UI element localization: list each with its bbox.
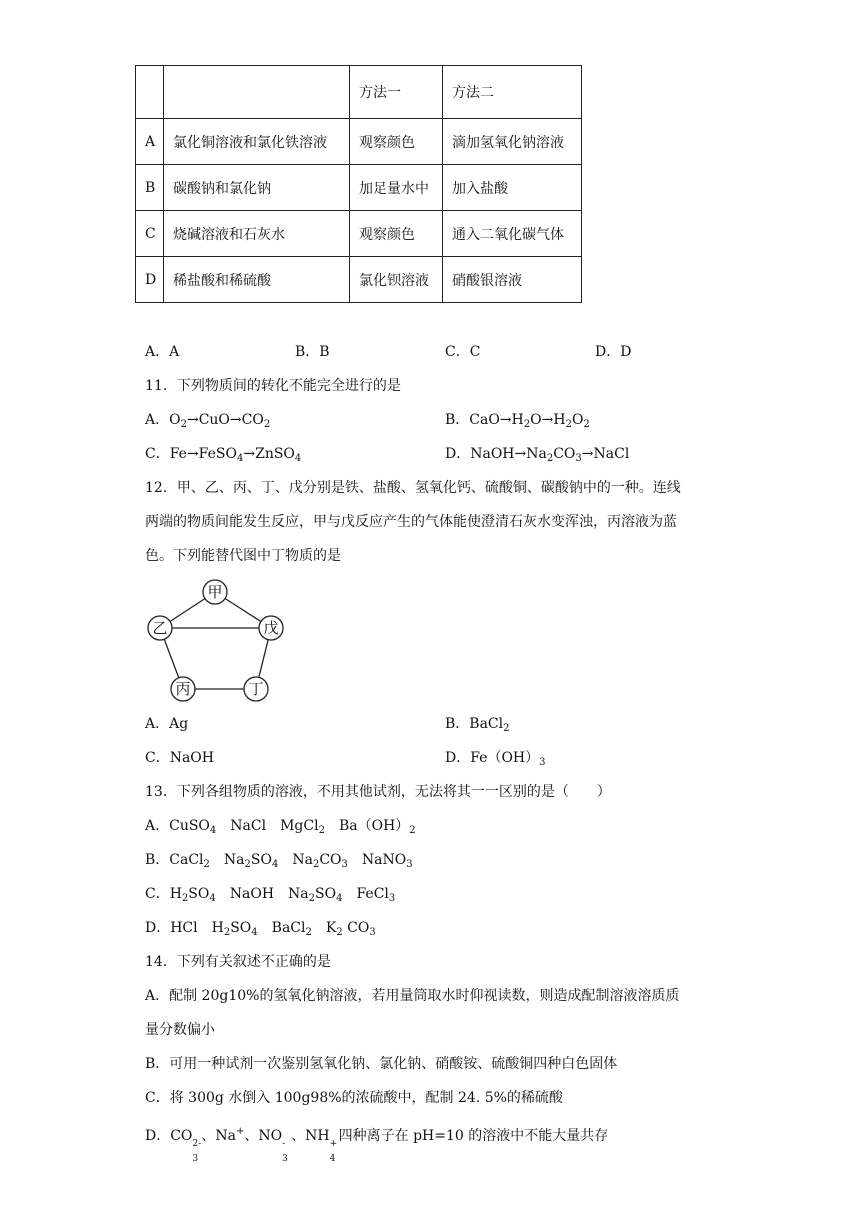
row-method1: 氯化钡溶液 — [350, 257, 443, 303]
q10-table — [135, 65, 582, 303]
q10-option-c: C．C — [445, 344, 481, 360]
q11-stem: 11．下列物质间的转化不能完全进行的是 — [145, 378, 401, 394]
row-method2: 通入二氧化碳气体 — [443, 211, 582, 257]
node-label-jia: 甲 — [207, 583, 223, 601]
q12-option-d: D．$Fe(OH)_3$ — [445, 750, 546, 768]
node-label-ding: 丁 — [248, 680, 264, 698]
q13-option-c: C．$H_2SO_4$ NaOH $Na_2SO_4$ FeCl$_3$ — [145, 886, 396, 904]
row-item: 稀盐酸和稀硫酸 — [164, 257, 350, 303]
q13-stem: 13．下列各组物质的溶液，不用其他试剂，无法将其一一区别的是（ ） — [145, 784, 611, 800]
table-row — [136, 165, 582, 211]
table-row — [136, 257, 582, 303]
q10-option-a: A．A — [145, 344, 180, 360]
q12-option-c: C．NaOH — [145, 750, 214, 766]
row-method1: 加足量水中 — [350, 165, 443, 211]
row-label: B — [136, 165, 164, 211]
table-row — [136, 211, 582, 257]
q13-option-b: B．CaCl$_2$ $Na_2SO_4$ $Na_2CO_3$ NaNO$_3$ — [145, 852, 413, 870]
row-label: C — [136, 211, 164, 257]
q11-option-c: C．Fe→FeSO$_4$→ZnSO$_4$ — [145, 446, 302, 464]
table-header-cell — [136, 66, 164, 119]
row-item: 氯化铜溶液和氯化铁溶液 — [164, 119, 350, 165]
q14-option-c: C．将 300g 水倒入 100g98%的浓硫酸中，配制 24. 5%的稀硫酸 — [145, 1090, 563, 1106]
row-method2: 硝酸银溶液 — [443, 257, 582, 303]
node-label-bing: 丙 — [175, 680, 191, 698]
q12-stem-line3: 色。下列能替代图中丁物质的是 — [145, 548, 341, 564]
table-header-cell — [164, 66, 350, 119]
q14-option-d: D．CO 2- 3 、Na+、NO - 3 、NH + 4 四种离子在 pH=10 的溶液中不能大量共存 — [145, 1126, 609, 1164]
q11-option-d: D．$NaOH\to Na_2CO_3\to NaCl$ — [445, 446, 630, 464]
row-method2: 滴加氢氧化钠溶液 — [443, 119, 582, 165]
q13-option-d: D．HCl $H_2SO_4$ BaCl$_2$ $K_2$ $CO_3$ — [145, 920, 376, 938]
table-header-row — [136, 66, 582, 119]
row-item: 烧碱溶液和石灰水 — [164, 211, 350, 257]
q11-option-b: B．$CaO\to H_2O\to H_2O_2$ — [445, 412, 590, 430]
row-label: D — [136, 257, 164, 303]
q14-option-a-line1: A．配制 20g10%的氢氧化钠溶液，若用量筒取水时仰视读数，则造成配制溶液溶质质 — [145, 988, 680, 1004]
q12-stem-line2: 两端的物质间能发生反应，甲与戊反应产生的气体能使澄清石灰水变浑浊，丙溶液为蓝 — [145, 514, 677, 530]
q12-option-a: A．Ag — [145, 716, 189, 732]
table-header-method1: 方法一 — [350, 66, 443, 119]
table-row — [136, 119, 582, 165]
node-label-yi: 乙 — [152, 619, 168, 637]
q14-option-a-line2: 量分数偏小 — [145, 1022, 215, 1038]
q12-pentagon-diagram — [140, 576, 300, 706]
row-item: 碳酸钠和氯化钠 — [164, 165, 350, 211]
q14-option-b: B．可用一种试剂一次鉴别氢氧化钠、氯化钠、硝酸铵、硫酸铜四种白色固体 — [145, 1056, 618, 1072]
q12-stem-line1: 12．甲、乙、丙、丁、戊分别是铁、盐酸、氢氧化钙、硫酸铜、碳酸钠中的一种。连线 — [145, 480, 681, 496]
q14-stem: 14．下列有关叙述不正确的是 — [145, 954, 331, 970]
row-method2: 加入盐酸 — [443, 165, 582, 211]
row-label: A — [136, 119, 164, 165]
node-label-wu: 戊 — [263, 619, 279, 637]
row-method1: 观察颜色 — [350, 119, 443, 165]
q11-option-a: A．$O_2\to CuO\to CO_2$ — [145, 412, 271, 430]
q10-option-d: D．D — [595, 344, 632, 360]
q12-option-b: B．BaCl$_2$ — [445, 716, 510, 734]
q10-option-b: B．B — [295, 344, 330, 360]
table-header-method2: 方法二 — [443, 66, 582, 119]
row-method1: 观察颜色 — [350, 211, 443, 257]
q13-option-a: A．CuSO$_4$ NaCl MgCl$_2$ $Ba(OH)_2$ — [145, 818, 416, 836]
